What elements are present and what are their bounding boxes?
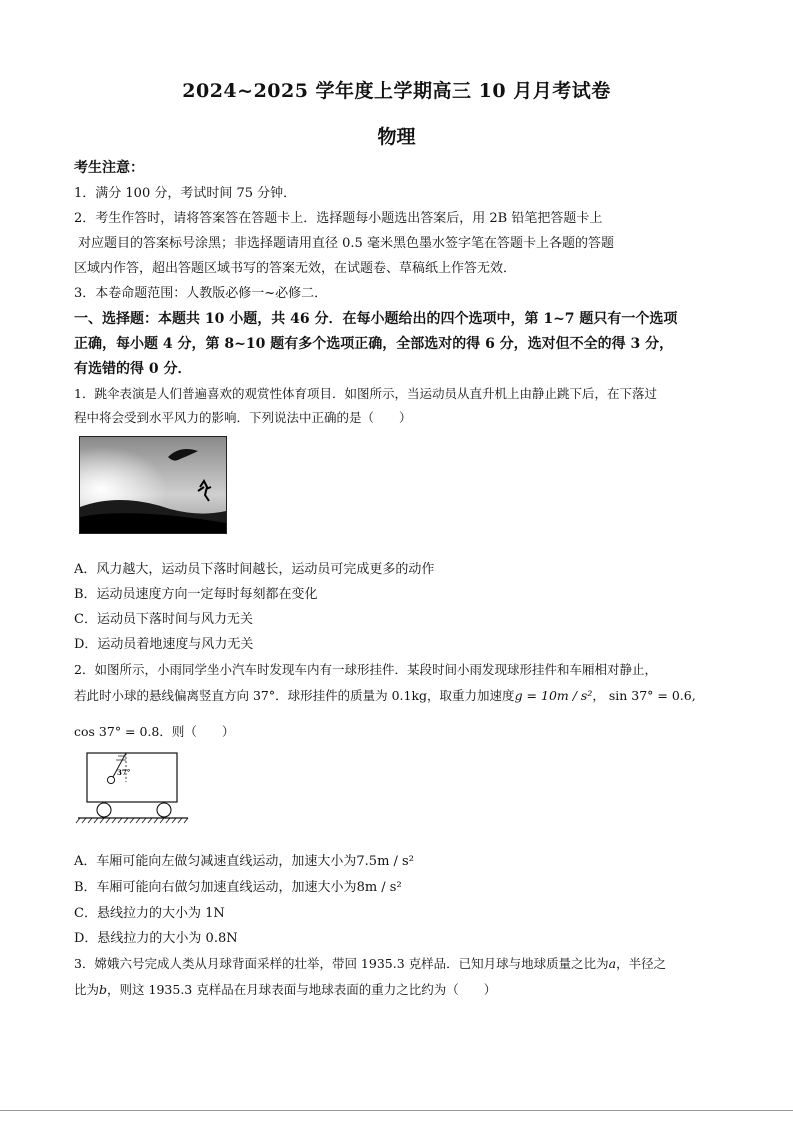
- section1-line-1: 一、选择题：本题共 10 小题，共 46 分．在每小题给出的四个选项中，第 1~7 题只有一个选项: [74, 311, 678, 327]
- ground-hatching: [76, 818, 188, 823]
- q2-cos-formula: cos 37° = 0.8: [74, 724, 160, 739]
- q2-option-a-value: 7.5m / s²: [356, 854, 414, 869]
- q2-option-b: [74, 878, 734, 898]
- notice-label: 考生注意：: [74, 160, 144, 176]
- section1-line-3: 有选错的得 0 分．: [74, 361, 192, 377]
- section1-line-2: 正确，每小题 4 分，第 8~10 题有多个选项正确，全部选对的得 6 分，选对但不全的得 3 分，: [74, 336, 674, 352]
- q3-stem-1-text: 3．嫦娥六号完成人类从月球背面采样的壮举，带回 1935.3 克样品．已知月球与地球质量之比为: [74, 956, 609, 971]
- q2-option-a-text: A．车厢可能向左做匀减速直线运动，加速大小为: [74, 854, 357, 869]
- skydiver-photo: [79, 436, 227, 534]
- q3-stem-1-tail: ，半径之: [616, 956, 667, 971]
- q2-stem-2: [74, 686, 734, 706]
- exam-subject: 物理: [377, 126, 416, 148]
- q1-stem-2: 程中将会受到水平风力的影响．下列说法中正确的是（ ）: [74, 410, 412, 425]
- car-pendulum-figure: [74, 748, 194, 826]
- page-bottom-rule: [0, 1110, 793, 1111]
- q1-option-c: C．运动员下落时间与风力无关: [74, 612, 253, 627]
- q3-stem-2-tail: ，则这 1935.3 克样品在月球表面与地球表面的重力之比约为（ ）: [107, 982, 497, 997]
- q2-sin-formula: sin 37° = 0.6,: [608, 688, 696, 703]
- q2-stem-3: [74, 722, 734, 742]
- q2-option-a: [74, 852, 734, 872]
- notice-item-2-cont2: 区域内作答，超出答题区域书写的答案无效，在试题卷、草稿纸上作答无效．: [74, 261, 517, 276]
- notice-item-1: 1．满分 100 分，考试时间 75 分钟．: [74, 186, 297, 201]
- q3-var-a: a: [608, 956, 617, 971]
- q3-var-b: b: [99, 982, 108, 997]
- angle-label: 37°: [117, 768, 131, 777]
- q2-stem-1: 2．如图所示，小雨同学坐小汽车时发现车内有一球形挂件．某段时间小雨发现球形挂件和车厢相对静止，: [74, 662, 657, 677]
- notice-item-3: 3．本卷命题范围：人教版必修一~必修二．: [74, 286, 328, 301]
- car-pendulum-diagram: [74, 748, 194, 826]
- q2-stem-3-tail: ．则（ ）: [159, 724, 235, 739]
- q1-option-d: D．运动员着地速度与风力无关: [74, 637, 254, 652]
- q2-stem-2-text: 若此时小球的悬线偏离竖直方向 37°．球形挂件的质量为 0.1kg，取重力加速度: [74, 688, 515, 703]
- notice-item-2-cont: 对应题目的答案标号涂黑；非选择题请用直径 0.5 毫米黑色墨水签字笔在答题卡上各题的答题: [78, 236, 614, 251]
- q1-option-b: B．运动员速度方向一定每时每刻都在变化: [74, 587, 318, 602]
- exam-title: 2024~2025 学年度上学期高三 10 月月考试卷: [182, 80, 611, 102]
- q2-gravity-formula: g = 10m / s²: [514, 688, 593, 703]
- q2-option-d: D．悬线拉力的大小为 0.8N: [74, 931, 238, 946]
- q1-stem-1: 1．跳伞表演是人们普遍喜欢的观赏性体育项目．如图所示，当运动员从直升机上由静止跳下后，在下落过: [74, 386, 657, 401]
- q2-option-b-value: 8m / s²: [356, 880, 402, 895]
- q2-option-c: C．悬线拉力的大小为 1N: [74, 906, 225, 921]
- q3-stem-1: [74, 954, 734, 974]
- q2-comma: ，: [592, 688, 605, 703]
- q3-stem-2-text: 比为: [74, 982, 100, 997]
- skydiver-illustration: [80, 437, 226, 533]
- notice-item-2: 2．考生作答时，请将答案答在答题卡上．选择题每小题选出答案后，用 2B 铅笔把答题卡上: [74, 211, 603, 226]
- q2-option-b-text: B．车厢可能向右做匀加速直线运动，加速大小为: [74, 880, 357, 895]
- q3-stem-2: [74, 980, 734, 1000]
- q1-option-a: A．风力越大，运动员下落时间越长，运动员可完成更多的动作: [74, 562, 435, 577]
